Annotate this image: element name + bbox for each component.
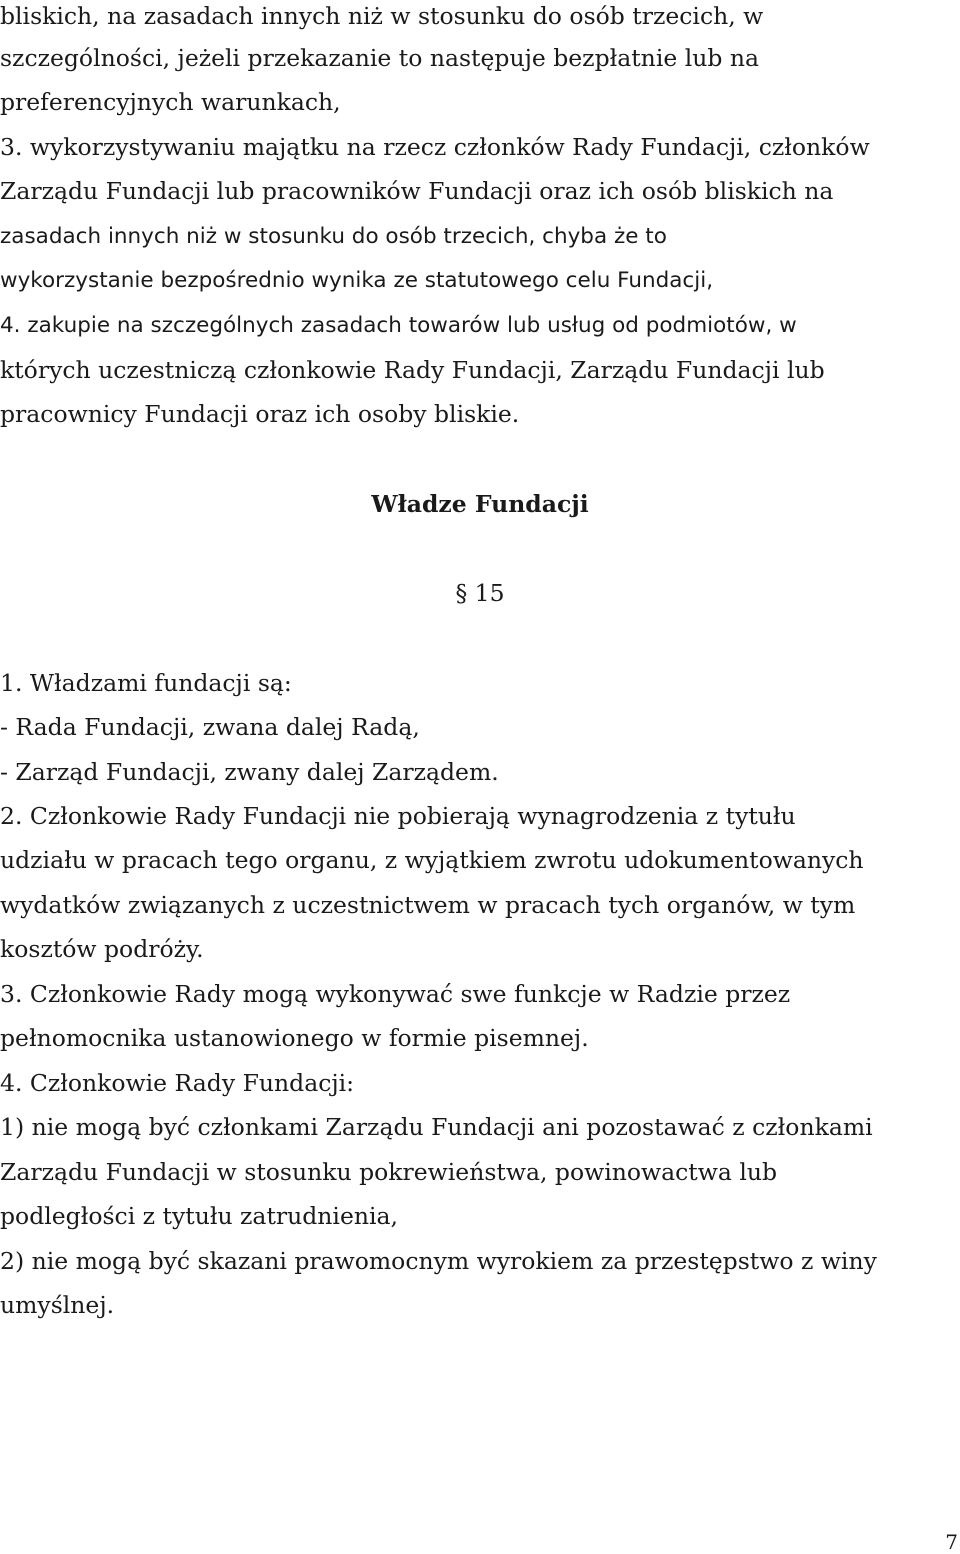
text-line: podległości z tytułu zatrudnienia,: [0, 1202, 398, 1230]
text-line: umyślnej.: [0, 1291, 115, 1319]
text-line: - Rada Fundacji, zwana dalej Radą,: [0, 713, 420, 741]
text-line: Zarządu Fundacji w stosunku pokrewieństwa, powinowactwa lub: [0, 1158, 778, 1186]
text-line: kosztów podróży.: [0, 935, 204, 963]
text-line: pełnomocnika ustanowionego w formie pisemnej.: [0, 1024, 589, 1052]
text-line: wydatków związanych z uczestnictwem w pracach tych organów, w tym: [0, 891, 856, 919]
text-line: preferencyjnych warunkach,: [0, 88, 341, 116]
text-line: 2) nie mogą być skazani prawomocnym wyrokiem za przestępstwo z winy: [0, 1247, 877, 1275]
text-line: - Zarząd Fundacji, zwany dalej Zarządem.: [0, 758, 499, 786]
text-line: bliskich, na zasadach innych niż w stosunku do osób trzecich, w: [0, 2, 764, 30]
text-line: szczególności, jeżeli przekazanie to następuje bezpłatnie lub na: [0, 44, 760, 72]
section-heading: Władze Fundacji: [371, 490, 589, 518]
text-line: udziału w pracach tego organu, z wyjątkiem zwrotu udokumentowanych: [0, 846, 864, 874]
text-line: 4. Członkowie Rady Fundacji:: [0, 1069, 355, 1097]
text-line: których uczestniczą członkowie Rady Fundacji, Zarządu Fundacji lub: [0, 356, 825, 384]
page-number: 7: [945, 1530, 958, 1554]
text-line: 3. Członkowie Rady mogą wykonywać swe funkcje w Radzie przez: [0, 980, 791, 1008]
text-line: Zarządu Fundacji lub pracowników Fundacji oraz ich osób bliskich na: [0, 177, 834, 205]
paragraph-number: § 15: [455, 579, 505, 607]
text-line: 4. zakupie na szczególnych zasadach towarów lub usług od podmiotów, w: [0, 313, 797, 338]
text-line: zasadach innych niż w stosunku do osób trzecich, chyba że to: [0, 224, 667, 249]
text-line: 3. wykorzystywaniu majątku na rzecz członków Rady Fundacji, członków: [0, 133, 870, 161]
text-line: wykorzystanie bezpośrednio wynika ze statutowego celu Fundacji,: [0, 268, 714, 293]
text-line: 1) nie mogą być członkami Zarządu Fundacji ani pozostawać z członkami: [0, 1113, 873, 1141]
text-line: 1. Władzami fundacji są:: [0, 669, 292, 697]
text-line: 2. Członkowie Rady Fundacji nie pobierają wynagrodzenia z tytułu: [0, 802, 796, 830]
text-line: pracownicy Fundacji oraz ich osoby bliskie.: [0, 400, 520, 428]
